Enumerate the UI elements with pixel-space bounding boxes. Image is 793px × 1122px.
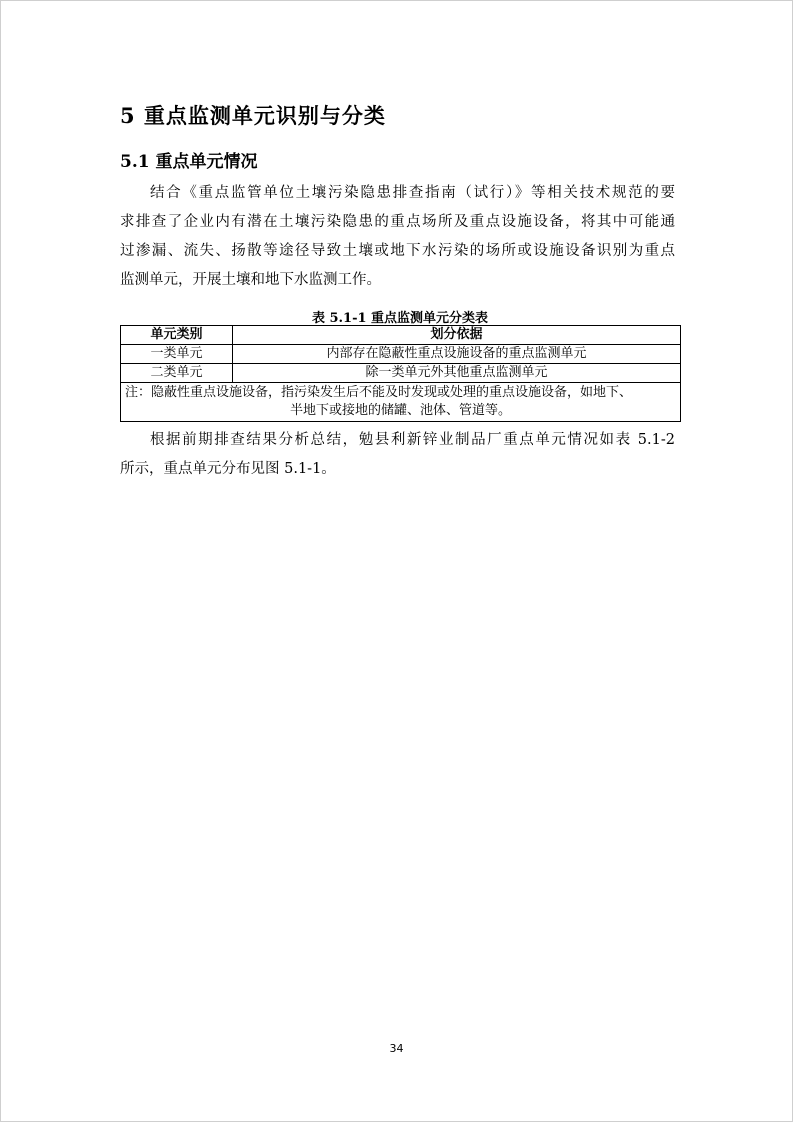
section-heading: 5 重点监测单元识别与分类 xyxy=(120,103,386,128)
column-header: 单元类别 xyxy=(121,326,233,345)
paragraph-line: 所示，重点单元分布见图 5.1-1。 xyxy=(120,461,336,477)
table-note xyxy=(121,383,681,422)
table-note-row xyxy=(121,383,681,422)
table-cell: 内部存在隐蔽性重点设施设备的重点监测单元 xyxy=(233,345,681,364)
classification-table xyxy=(120,325,681,422)
summary-paragraph xyxy=(120,426,675,484)
intro-paragraph xyxy=(120,179,675,295)
column-header: 划分依据 xyxy=(233,326,681,345)
paragraph-line: 结合《重点监管单位土壤污染隐患排查指南（试行）》等相关技术规范的要 xyxy=(150,185,675,201)
table-header-row xyxy=(121,326,681,345)
note-line: 注：隐蔽性重点设施设备，指污染发生后不能及时发现或处理的重点设施设备，如地下、 xyxy=(125,385,633,400)
note-line: 半地下或接地的储罐、池体、管道等。 xyxy=(289,403,511,418)
table-caption: 表 5.1-1 重点监测单元分类表 xyxy=(311,311,489,326)
paragraph-line: 求排查了企业内有潜在土壤污染隐患的重点场所及重点设施设备，将其中可能通 xyxy=(120,214,675,230)
subsection-heading: 5.1 重点单元情况 xyxy=(120,152,258,172)
paragraph-line: 根据前期排查结果分析总结，勉县利新锌业制品厂重点单元情况如表 5.1-2 xyxy=(150,432,675,448)
table-row xyxy=(121,364,681,383)
paragraph-line: 监测单元，开展土壤和地下水监测工作。 xyxy=(120,272,381,288)
table-row xyxy=(121,345,681,364)
table-cell: 二类单元 xyxy=(121,364,233,383)
table-cell: 除一类单元外其他重点监测单元 xyxy=(233,364,681,383)
paragraph-line: 过渗漏、流失、扬散等途径导致土壤或地下水污染的场所或设施设备识别为重点 xyxy=(120,243,675,259)
table-cell: 一类单元 xyxy=(121,345,233,364)
page-number: 34 xyxy=(389,1042,404,1055)
